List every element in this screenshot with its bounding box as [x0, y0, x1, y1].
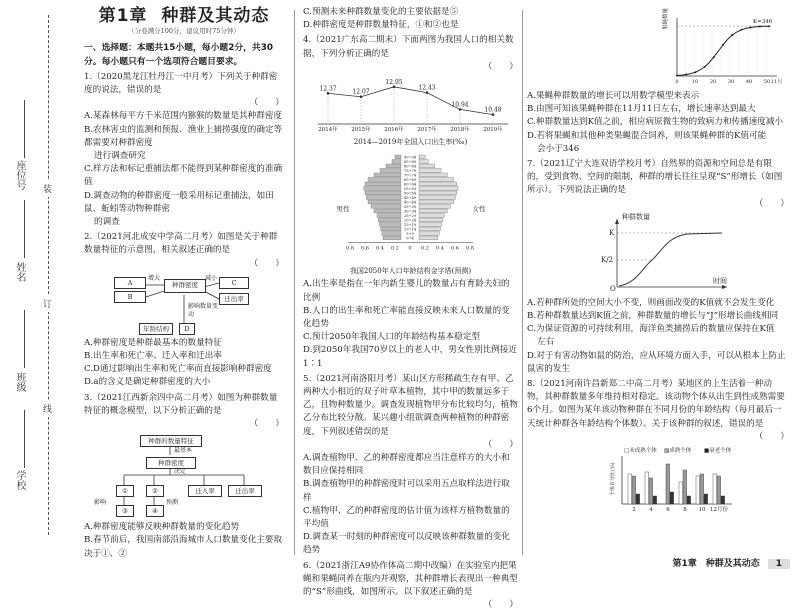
- q7-option-d: D.对于有害动物如鼠的防治，应从环境方面入手，可以从根本上防止鼠害的发生: [527, 350, 786, 374]
- q3-box-mid: 种群密度: [146, 457, 196, 469]
- pyramid-female-bar-16: [419, 227, 440, 231]
- pyramid-female-bar-7: [419, 187, 458, 191]
- pyramid-male-bar-8: [365, 191, 401, 195]
- pyramid-age-3: 75~79: [403, 169, 417, 174]
- age-bar-4-1: [700, 474, 704, 504]
- pyramid-male-bar-7: [364, 187, 401, 191]
- pyramid-tick-4: 0: [408, 245, 412, 252]
- q4-option-d: D.到2050年我国70岁以上的老人中，男女性别比例接近1∶1: [303, 345, 517, 369]
- q3-box-top: 种群的数量特征: [140, 435, 202, 447]
- q2-box-center: 种群密度: [164, 279, 206, 293]
- q2-option-d: D.a的含义是确定种群密度的大小: [84, 377, 211, 388]
- q2-box-b: B: [114, 291, 146, 303]
- s-curve-svg: [527, 8, 789, 88]
- q5-option-c: C.植物甲、乙的种群密度的估计值为该样方植物数量的平均值: [303, 505, 510, 530]
- age-bar-4-0: [696, 476, 700, 504]
- pyramid-female-bar-5: [419, 178, 454, 182]
- q7-k-label: K: [609, 228, 615, 237]
- birth-value-0: 12.37: [319, 85, 337, 93]
- q3-option-c: C.预测未来种群数量变化的主要依据是⑤: [303, 7, 459, 17]
- age-bar-1-0: [645, 472, 649, 504]
- q6-option-b: B.由图可知该果蝇种群在11月11日左右，增长速率达到最大: [527, 104, 756, 115]
- birth-rate-caption: 2014—2019年全国人口出生率(‰): [353, 138, 468, 147]
- s-point-8: [713, 56, 715, 58]
- birth-rate-svg: [303, 76, 518, 134]
- pyramid-age-6: 60~64: [403, 182, 417, 187]
- school-label: 学校: [14, 470, 25, 490]
- pyramid-age-18: 0~4: [406, 236, 414, 241]
- q1-option-b1: B.农林害虫的监测和预报、渔业上捕捞强度的确定等都需要对种群密度: [84, 124, 283, 148]
- age-bar-0-2: [636, 494, 640, 504]
- birth-year-1: 2015年: [351, 127, 371, 134]
- pyramid-age-4: 70~74: [403, 173, 417, 178]
- q3-box-3: ③: [116, 505, 134, 517]
- cut-mark-zhuang: 装: [43, 180, 52, 197]
- q2-label-side: 影响数量变动: [188, 302, 219, 318]
- q2-option-c: C.D通过影响出生率和死亡率而直接影响种群密度: [84, 364, 272, 375]
- pyramid-male-bar-18: [383, 236, 401, 240]
- name-blank: [24, 200, 25, 258]
- q3-label-basic: 最基本: [174, 447, 193, 455]
- birth-value-1: 12.07: [352, 88, 370, 96]
- pyramid-age-2: 80~84: [403, 164, 417, 169]
- cut-line: [48, 15, 49, 535]
- age-xtick-1: 4: [649, 507, 653, 513]
- q2-option-a: A.种群密度是种群最基本的数量特征: [84, 337, 222, 348]
- birth-rate-chart: [303, 76, 518, 134]
- q3-option-b: B.春节前后，我国南部沿海城市人口数量变化主要取决于①、②: [84, 535, 283, 559]
- pyramid-male-bar-12: [374, 209, 401, 213]
- q1-option-a: A.某森林每平方千米范围内猕猴的数量是其种群密度: [84, 111, 283, 122]
- pyramid-age-1: 85~89: [403, 160, 417, 165]
- column-divider-2: [522, 10, 523, 555]
- cut-mark-xian: 线: [43, 400, 52, 417]
- q4-option-a: A.出生率是指在一年内新生婴儿的数量占有育龄夫妇的比例: [303, 279, 510, 303]
- age-bar-5-1: [717, 476, 721, 504]
- pyramid-male-bar-11: [371, 205, 401, 209]
- pyramid-female-bar-8: [419, 191, 457, 195]
- q2-box-c: C: [219, 277, 249, 289]
- age-xtick-3: 8: [683, 507, 687, 513]
- pyramid-female-bar-4: [419, 173, 447, 177]
- age-structure-svg: [527, 446, 789, 512]
- age-legend-1: ▨成熟个体: [664, 448, 692, 455]
- class-label: 班级: [14, 372, 25, 392]
- pyramid-female-bar-11: [419, 205, 451, 209]
- pyramid-tick-5: 0.2: [421, 245, 429, 252]
- pyramid-female-label: 女性: [472, 205, 486, 214]
- age-xtick-5: 12月份: [710, 507, 728, 513]
- pyramid-female-bar-18: [419, 236, 438, 240]
- q3-box-in: 迁入率: [188, 485, 222, 497]
- age-bar-5-2: [721, 496, 725, 504]
- pyramid-tick-8: 0.8: [466, 245, 474, 252]
- pyramid-male-bar-15: [379, 223, 401, 227]
- school-blank: [24, 410, 25, 468]
- s-point-2: [685, 74, 687, 76]
- q1-option-d1: D.调查动物的种群密度一般采用标记重捕法，如田鼠、蚯蚓等动物种群密: [84, 190, 274, 214]
- pyramid-age-5: 65~69: [403, 178, 417, 183]
- pyramid-age-12: 30~34: [403, 209, 417, 214]
- q6-option-d1: D.若将果蝇和其他种类果蝇混合饲养，则该果蝇种群的K值可能: [527, 130, 767, 141]
- q5-paren: （ ）: [483, 439, 518, 450]
- pyramid-female-bar-12: [419, 209, 447, 213]
- pyramid-age-9: 45~49: [403, 196, 417, 201]
- chapter-number: 第1章: [98, 6, 148, 26]
- cut-mark-ding: 订: [43, 295, 52, 312]
- question-2: 2.（2021河北成安中学高二月考）如图是关于种群数量特征的示意图，相关叙述正确的是: [84, 232, 278, 256]
- q7-option-c2: 左右: [537, 337, 555, 348]
- s-point-20: [768, 25, 770, 27]
- population-pyramid: [303, 151, 518, 263]
- age-bar-1-2: [653, 496, 657, 504]
- age-bar-5-0: [713, 474, 717, 504]
- q7-svg: [527, 213, 789, 295]
- pyramid-male-bar-1: [392, 160, 401, 164]
- page-number: 1: [768, 559, 790, 569]
- q2-box-age: 年龄结构: [139, 323, 173, 335]
- q6-paren: （ ）: [483, 600, 518, 611]
- pyramid-female-bar-14: [419, 218, 443, 222]
- pyramid-tick-3: 0.2: [391, 245, 399, 252]
- age-xtick-0: 2: [632, 507, 636, 513]
- s-xtick-0: 0: [675, 79, 679, 85]
- pyramid-male-bar-13: [377, 214, 401, 218]
- pyramid-tick-1: 0.6: [361, 245, 369, 252]
- chapter-subtitle: （分卷满分100分，建议用时75分钟）: [128, 27, 240, 36]
- birth-year-3: 2017年: [417, 127, 437, 134]
- q3-figure: [84, 433, 284, 519]
- name-label: 姓名: [14, 262, 25, 282]
- s-point-10: [722, 44, 724, 46]
- pyramid-male-bar-16: [381, 227, 401, 231]
- pyramid-male-bar-4: [374, 173, 401, 177]
- s-xtick-1: 10: [691, 79, 699, 85]
- birth-value-4: 10.94: [451, 101, 469, 109]
- q3-box-2: ②: [146, 485, 164, 497]
- birth-year-2: 2016年: [384, 127, 404, 134]
- column-2: [303, 6, 518, 613]
- page-footer: [672, 556, 790, 569]
- s-xcaption: 11月: [771, 79, 783, 85]
- s-point-4: [694, 71, 696, 73]
- pyramid-age-15: 15~19: [403, 223, 417, 228]
- s-xtick-5: 50: [763, 79, 771, 85]
- q3-option-a: A.种群密度能够反映种群数量的变化趋势: [84, 522, 240, 533]
- q2-box-a: A: [114, 277, 146, 289]
- question-8: 8.（2021河南许昌新郑二中高二月考）某地区的上生活着一种动物，其种群数量多年维持相对稳定。该动物个体从出生到性成熟需要6个月。如图为某年该动物种群在不同月份的年龄结构（每月最后一天统计种群各年龄结构个体数）。关于该种群的叙述，错误的是: [527, 379, 785, 429]
- pyramid-male-bar-10: [368, 200, 401, 204]
- q2-paren: （ ）: [249, 258, 284, 269]
- question-7: 7.（2021辽宁大连双语学校月考）自然界的资源和空间总是有限的，受到食物、空间的限制，种群的增长往往呈现“S”形增长（如图所示）。下列说法正确的是: [527, 159, 783, 196]
- s-point-12: [731, 34, 733, 36]
- pyramid-age-7: 55~59: [403, 187, 417, 192]
- age-ylabel: 个体百分比(%): [610, 462, 616, 497]
- seat-blank: [24, 100, 25, 158]
- question-5: 5.（2021河南洛阳月考）某山区方形稀疏生存有甲、乙两种大小相近的双子叶草本植物，其中甲的数量远多于乙，且物种数量少。调查发现植物甲分布比较均匀，植物乙分布比较分散。某兴趣小组欲调查两种植物的种群密度，下列叙述错误的是: [303, 373, 518, 437]
- q3-label-affect: 影响: [94, 499, 107, 507]
- q8-paren: （ ）: [754, 431, 789, 442]
- s-point-6: [704, 66, 706, 68]
- seat-label: 座位号: [14, 160, 25, 190]
- q2-box-d: D: [179, 323, 195, 335]
- q7-origin: O: [610, 284, 616, 293]
- q3-label-dir: 决定: [174, 468, 187, 476]
- pyramid-male-bar-2: [386, 164, 401, 168]
- pyramid-female-bar-3: [419, 169, 441, 173]
- age-structure-chart: [527, 446, 789, 512]
- age-legend-2: ■衰老个体: [704, 448, 732, 455]
- s-xtick-2: 20: [709, 79, 717, 85]
- q2-box-out: 迁出率: [219, 293, 249, 305]
- pyramid-female-bar-0: [419, 155, 425, 159]
- column-divider-1: [294, 10, 295, 555]
- pyramid-tick-7: 0.6: [451, 245, 459, 252]
- q3-label-predict: 预测: [166, 499, 179, 507]
- pyramid-female-bar-1: [419, 160, 428, 164]
- s-point-16: [750, 27, 752, 29]
- age-bar-2-1: [666, 464, 670, 504]
- q4-option-c: C.预计2050年我国人口的年龄结构基本稳定型: [303, 332, 480, 343]
- q7-ylabel-text: 种群数量: [622, 212, 650, 221]
- pyramid-caption: 我国2050年人口年龄结构金字塔(预测): [349, 267, 472, 276]
- age-bar-3-1: [683, 470, 687, 504]
- pyramid-age-10: 40~44: [403, 200, 417, 205]
- question-6: 6.（2021浙江A9协作体高二期中改编）在实验室内把果蝇和果蝇同养在瓶内并观察，其种群增长表现出一种典型的“S”形曲线，如图所示。以下叙述正确的是: [303, 560, 518, 598]
- footer-label: 第1章 种群及其动态: [672, 559, 760, 569]
- q7-figure: [527, 213, 789, 295]
- pyramid-age-0: 90~94: [403, 155, 417, 160]
- pyramid-age-11: 35~39: [403, 205, 417, 210]
- q3-box-1: ①: [116, 485, 134, 497]
- q3-box-4: ④: [146, 505, 164, 517]
- pyramid-age-17: 5~9: [406, 232, 414, 237]
- q6-option-c: C.种群数量达到K值之前，相应病原微生物的致病力和传播速度减小: [527, 117, 784, 128]
- chapter-name: 种群及其动态: [161, 6, 270, 26]
- pyramid-age-8: 50~54: [403, 191, 417, 196]
- age-xtick-4: 10: [698, 507, 706, 513]
- column-3: [527, 6, 789, 514]
- s-k-label: K=346: [753, 19, 773, 25]
- pyramid-female-bar-6: [419, 182, 457, 186]
- pyramid-age-16: 10~14: [403, 227, 417, 232]
- age-legend-0: □未成熟个体: [624, 448, 657, 455]
- class-blank: [24, 310, 25, 368]
- s-xtick-4: 40: [745, 79, 753, 85]
- q5-option-a: A.调查植物甲、乙的种群密度都应当注意样方的大小和数目应保持相同: [303, 453, 510, 477]
- age-bar-2-2: [670, 492, 674, 504]
- q2-label-in: 增大: [148, 274, 161, 282]
- pyramid-male-bar-9: [366, 196, 401, 200]
- age-xtick-2: 6: [666, 507, 670, 513]
- pyramid-male-bar-0: [395, 155, 401, 159]
- q1-option-c: C.样方法和标记重捕法都不能得到某种群密度的准确值: [84, 164, 283, 188]
- q2-label-out: 减小: [205, 274, 218, 282]
- q7-paren: （ ）: [754, 198, 789, 209]
- question-1: [84, 71, 284, 97]
- pyramid-tick-6: 0.4: [436, 245, 444, 252]
- q6-option-a: A.果蝇种群数量的增长可以用数学模型来表示: [527, 91, 700, 101]
- s-point-14: [740, 29, 742, 31]
- q2-option-b: B.出生率和死亡率、迁入率和迁出率: [84, 351, 222, 362]
- q1-stem: 1.（2020黑龙江牡丹江一中月考）下列关于种群密度的说法，错误的是: [84, 71, 278, 96]
- pyramid-female-bar-9: [419, 196, 456, 200]
- s-point-0: [676, 75, 678, 77]
- q7-xlabel: 时间: [713, 276, 727, 285]
- birth-value-2: 12.95: [385, 78, 403, 86]
- q3-paren: （ ）: [249, 419, 284, 430]
- question-4: 4.（2021广东高二期末）下面两图为我国人口的相关数据，下列分析正确的是: [303, 35, 514, 59]
- q7-option-a: A.若种群所处的空间大小不变，则画面改变的K值就不会发生变化: [527, 297, 775, 308]
- pyramid-female-bar-2: [419, 164, 435, 168]
- q3-box-out: 迁出率: [228, 485, 262, 497]
- q6-option-d2: 会小于346: [537, 143, 580, 154]
- q1-option-b2: 进行调查研究: [94, 151, 146, 162]
- pyramid-svg: [303, 151, 518, 263]
- age-bar-1-1: [649, 478, 653, 504]
- s-ylabel: 果蝇数量: [663, 8, 669, 30]
- q7-k2-label: K/2: [601, 255, 614, 264]
- pyramid-tick-2: 0.4: [376, 245, 384, 252]
- pyramid-female-bar-13: [419, 214, 444, 218]
- q7-option-b: B.若种群数量达到K值之前，种群数量的增长与“J”形增长曲线相同: [527, 311, 779, 322]
- pyramid-female-bar-15: [419, 223, 442, 227]
- pyramid-tick-0: 0.8: [346, 245, 354, 252]
- pyramid-male-bar-6: [365, 182, 401, 186]
- s-curve-figure: [527, 8, 789, 88]
- q2-figure: [84, 273, 284, 335]
- q5-option-b: B.调查植物甲的种群密度时可以采用五点取样法进行取样: [303, 479, 510, 503]
- age-bar-3-0: [679, 482, 683, 504]
- pyramid-female-bar-10: [419, 200, 454, 204]
- s-point-18: [759, 26, 761, 28]
- pyramid-age-14: 20~24: [403, 218, 417, 223]
- s-xtick-3: 30: [727, 79, 735, 85]
- q5-option-d: D.调查某一时刻的种群密度可以反映该种群数量的变化趋势: [303, 532, 510, 556]
- binding-strip: [0, 0, 80, 575]
- birth-value-5: 10.48: [484, 106, 502, 114]
- pyramid-female-bar-17: [419, 232, 439, 236]
- pyramid-male-bar-14: [378, 218, 401, 222]
- birth-year-4: 2018年: [450, 127, 470, 134]
- age-bar-0-1: [632, 476, 636, 504]
- age-bar-0-0: [628, 474, 632, 504]
- q7-option-c: C.为保证资源的可持续利用，海洋鱼类捕捞后的数量应保持在K值: [527, 324, 775, 335]
- q4-paren: （ ）: [483, 61, 518, 72]
- s-curve: [677, 26, 769, 75]
- column-1: [84, 6, 284, 561]
- pyramid-male-bar-3: [380, 169, 401, 173]
- age-bar-3-2: [687, 496, 691, 504]
- question-3: 3.（2021江西新余四中高二月考）如图为种群数量特征的概念模型，以下分析正确的是: [84, 392, 278, 416]
- birth-value-3: 12.43: [418, 84, 436, 92]
- q4-option-b: B.人口的出生率和死亡率能直接反映未来人口数量的变化趋势: [303, 305, 510, 330]
- section-heading: 一、选择题：本题共15小题，每小题2分，共30分。每小题只有一个选项符合题目要求。: [84, 43, 273, 67]
- q1-paren: （ ）: [249, 98, 284, 109]
- q1-option-d2: 的调查: [94, 217, 120, 228]
- pyramid-male-label: 男性: [336, 205, 350, 214]
- chapter-title: [84, 6, 284, 26]
- birth-year-0: 2014年: [318, 127, 338, 134]
- birth-year-5: 2019年: [483, 127, 503, 134]
- pyramid-male-bar-5: [368, 178, 401, 182]
- age-bar-4-2: [704, 494, 708, 504]
- pyramid-male-bar-17: [382, 232, 401, 236]
- pyramid-age-13: 25~29: [403, 214, 417, 219]
- q3-option-d: D.种群密度是种群数量特征，①和②也是: [303, 20, 459, 31]
